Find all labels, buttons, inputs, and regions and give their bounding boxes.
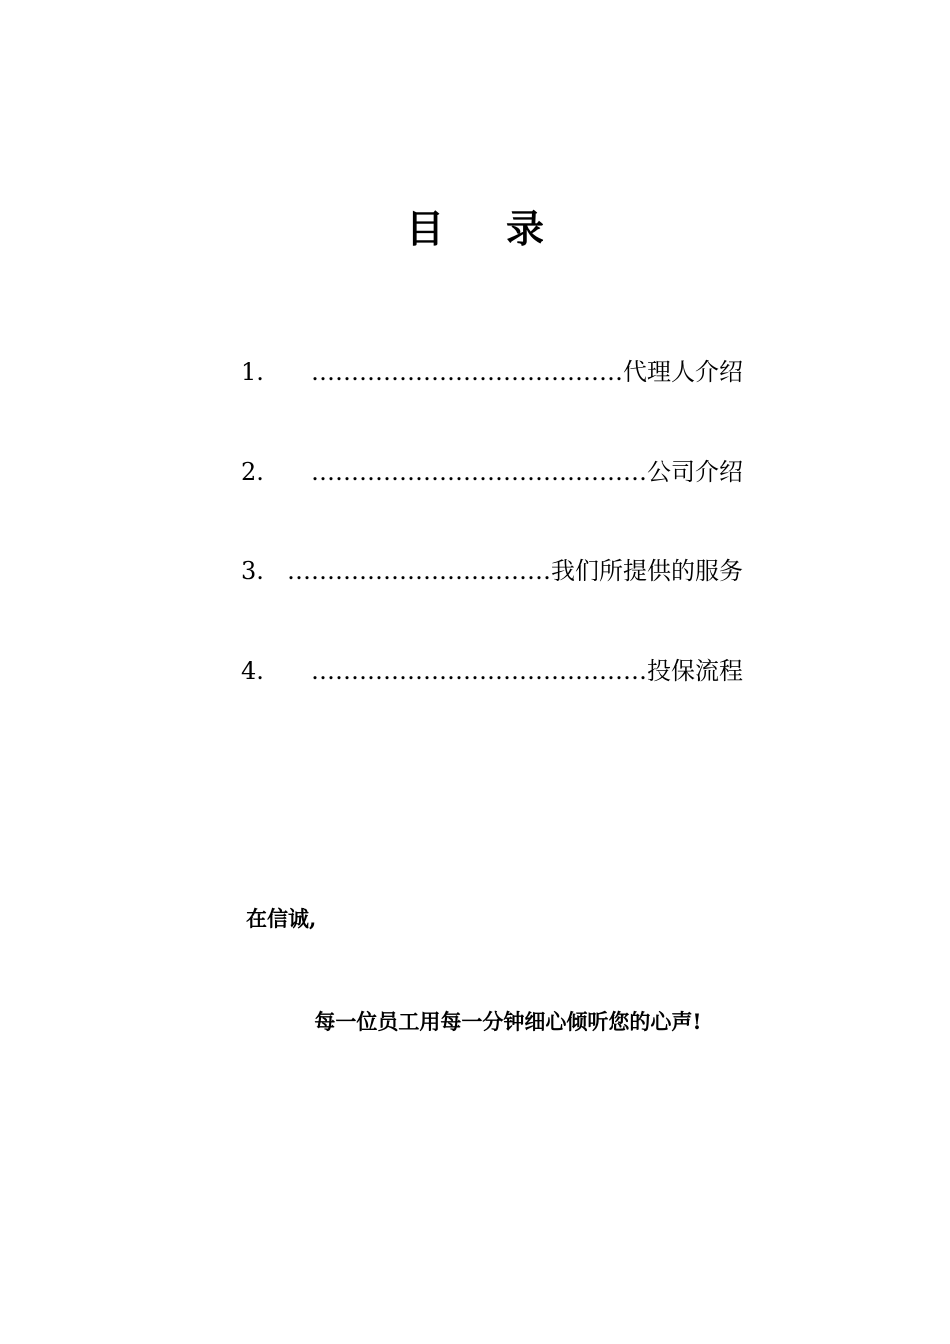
toc-number: 4. xyxy=(241,656,264,685)
slogan-line-1: 在信诚, xyxy=(246,906,317,931)
toc-number: 1. xyxy=(241,358,264,386)
toc-leader-dots: …………………………………… xyxy=(311,656,647,685)
toc-leader-dots: ………………………………… xyxy=(311,358,623,386)
toc-item xyxy=(241,456,743,556)
toc-label: 公司介绍 xyxy=(647,457,743,486)
toc-number: 3. xyxy=(241,557,264,585)
toc-item xyxy=(241,655,743,755)
toc-number: 2. xyxy=(241,457,264,486)
toc-label: 我们所提供的服务 xyxy=(551,557,743,585)
title-char-1: 目 xyxy=(405,206,444,251)
page-title xyxy=(0,198,950,253)
toc-leader-dots: …………………………… xyxy=(287,557,551,585)
toc-label: 代理人介绍 xyxy=(623,358,743,386)
toc-entry xyxy=(287,555,743,587)
toc-entry xyxy=(311,356,743,388)
toc-item xyxy=(241,356,743,456)
toc-entry xyxy=(311,456,743,488)
toc-label: 投保流程 xyxy=(647,656,743,685)
toc-item xyxy=(241,555,743,655)
title-char-2: 录 xyxy=(506,206,545,251)
toc-leader-dots: …………………………………… xyxy=(311,457,647,486)
table-of-contents xyxy=(241,356,743,754)
toc-entry xyxy=(311,655,743,687)
slogan-line-2: 每一位员工用每一分钟细心倾听您的心声! xyxy=(314,1009,702,1034)
